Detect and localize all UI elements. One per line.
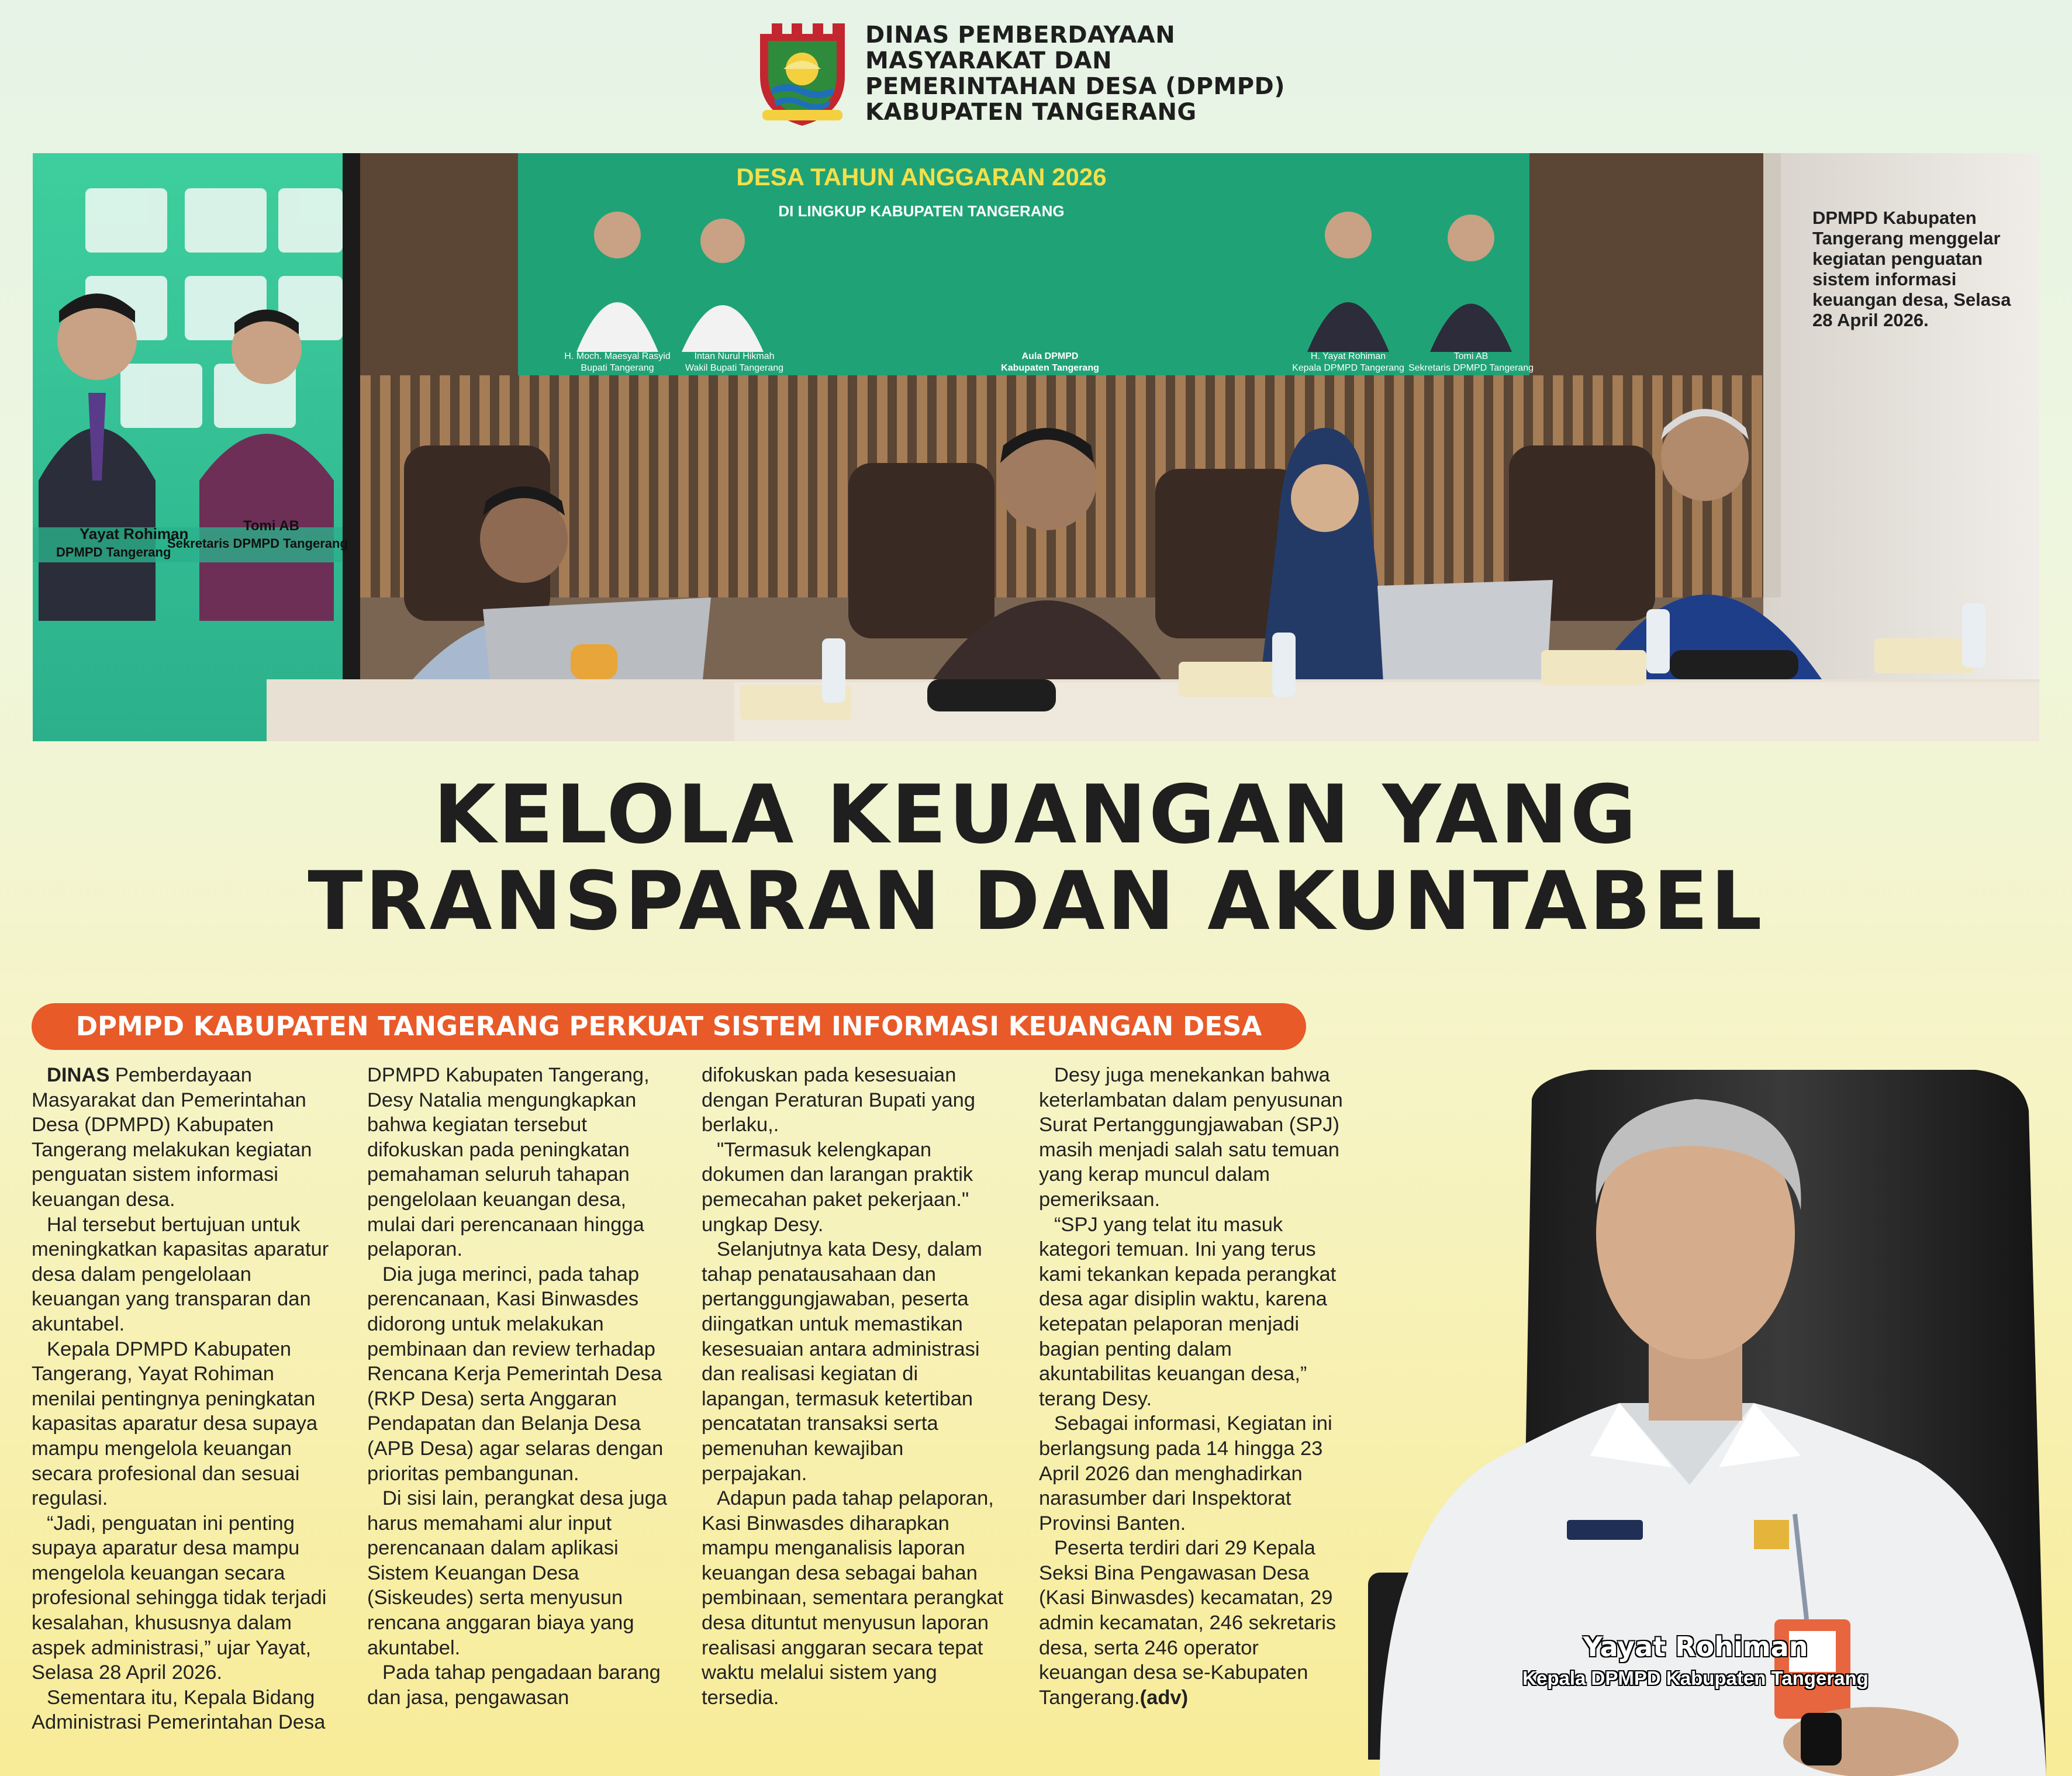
portrait-role: Kepala DPMPD Kabupaten Tangerang — [1522, 1667, 1869, 1689]
agency-line: PEMERINTAHAN DESA (DPMPD) — [865, 73, 1286, 100]
headline — [0, 768, 2072, 948]
wood-slat — [380, 375, 391, 597]
wood-slat — [698, 375, 709, 597]
paragraph: DPMPD Kabupaten Tangerang, Desy Natalia mengungkapkan bahwa kegiatan tersebut difokuskan pada peningkatan pemahaman seluruh tahapan pengelolaan keuangan desa, mulai dari perencanaan hingga pelaporan. — [367, 1064, 650, 1261]
article-column-4 — [1039, 1063, 1343, 1710]
tangerang-crest-logo — [754, 18, 851, 129]
backdrop-role-2: Sekretaris DPMPD Tangerang — [1408, 363, 1534, 373]
wood-slat — [1414, 375, 1424, 597]
portrait-name: Yayat Rohiman — [1583, 1631, 1808, 1663]
wood-slat — [1116, 375, 1126, 597]
wood-slat — [360, 375, 371, 597]
wood-slat — [1493, 375, 1504, 597]
backdrop-name-4: Intan Nurul Hikmah — [694, 351, 775, 361]
agency-line: MASYARAKAT DAN — [865, 47, 1113, 74]
paragraph: Di sisi lain, perangkat desa juga harus memahami alur input perencanaan dalam aplikasi Sistem Keuangan Desa (Siskeudes) serta menyusun rencana anggaran biaya yang akuntabel. — [367, 1487, 668, 1659]
article-column-2 — [367, 1063, 671, 1710]
paragraph-text: Peserta terdiri dari 29 Kepala Seksi Bina Pengawasan Desa (Kasi Binwasdes) kecamatan, 29 admin kecamatan, 246 sekretaris desa, serta 246 operator keuangan desa se-Kabupaten Tangerang. — [1039, 1537, 1337, 1709]
backdrop-subtitle: DI LINGKUP KABUPATEN TANGERANG — [778, 202, 1065, 220]
paragraph-text: Pemberdayaan Masyarakat dan Pemerintahan Desa (DPMPD) Kabupaten Tangerang melakukan kegiatan penguatan sistem informasi keuangan desa. — [32, 1064, 312, 1211]
lead-word: DINAS — [47, 1064, 110, 1086]
wood-slat — [797, 375, 808, 597]
headline-line-1: KELOLA KEUANGAN YANG — [433, 768, 1639, 862]
photo-caption: DPMPD Kabupaten Tangerang menggelar kegiatan penguatan sistem informasi keuangan desa, Selasa 28 April 2026. — [1812, 208, 2011, 330]
agency-line: DINAS PEMBERDAYAAN — [865, 22, 1176, 49]
wood-slat — [1473, 375, 1484, 597]
paragraph: “SPJ yang telat itu masuk kategori temuan. Ini yang terus kami tekankan kepada perangkat desa agar disiplin waktu, karena ketepatan pelaporan menjadi bagian penting dalam akuntabilitas keuangan desa,” terang Desy. — [1039, 1213, 1337, 1410]
backdrop-name-3: H. Moch. Maesyal Rasyid — [564, 351, 671, 361]
headline-line-2: TRANSPARAN DAN AKUNTABEL — [308, 854, 1764, 948]
wood-slat — [658, 375, 669, 597]
wood-slat — [758, 375, 768, 597]
wood-slat — [579, 375, 589, 597]
screen-name-1: Yayat Rohiman — [80, 525, 189, 543]
paragraph: Adapun pada tahap pelaporan, Kasi Binwasdes diharapkan mampu menganalisis laporan keuangan desa sebagai bahan pembinaan, sementara perangkat desa dituntut menyusun laporan realisasi anggaran secara tepat waktu melalui sistem yang tersedia. — [702, 1487, 1003, 1709]
paragraph: "Termasuk kelengkapan dokumen dan larangan praktik pemecahan paket pekerjaan." ungkap Desy. — [702, 1138, 973, 1236]
wood-slat — [559, 375, 569, 597]
wood-slat — [1135, 375, 1146, 597]
paragraph: Kepala DPMPD Kabupaten Tangerang, Yayat Rohiman menilai pentingnya peningkatan kapasitas aparatur desa supaya mampu mengelola keuangan secara profesional dan sesuai regulasi. — [32, 1338, 318, 1510]
backdrop-role-1: Kepala DPMPD Tangerang — [1292, 363, 1404, 373]
wood-slat — [778, 375, 788, 597]
paragraph — [1039, 1536, 1343, 1710]
backdrop-name-1: H. Yayat Rohiman — [1310, 351, 1386, 361]
wood-slat — [678, 375, 689, 597]
paragraph: difokuskan pada kesesuaian dengan Peraturan Bupati yang berlaku,. — [702, 1064, 976, 1136]
wood-slat — [738, 375, 748, 597]
paragraph: Selanjutnya kata Desy, dalam tahap penatausahaan dan pertanggungjawaban, peserta diingatkan untuk memastikan kesesuaian antara administrasi dan realisasi kegiatan di lapangan, termasuk ketertiban pencatatan transaksi serta pemenuhan kewajiban perpajakan. — [702, 1238, 982, 1485]
paragraph: Dia juga merinci, pada tahap perencanaan, Kasi Binwasdes didorong untuk melakukan pembinaan dan review terhadap Rencana Kerja Pemerintah Desa (RKP Desa) serta Anggaran Pendapatan dan Belanja Desa (APB Desa) agar selaras dengan prioritas pembangunan. — [367, 1263, 664, 1485]
backdrop-role-3: Bupati Tangerang — [581, 363, 654, 373]
backdrop-role-4: Wakil Bupati Tangerang — [685, 363, 784, 373]
screen-role-2: Sekretaris DPMPD Tangerang — [167, 536, 348, 551]
wood-slat — [638, 375, 649, 597]
backdrop-venue-2: Kabupaten Tangerang — [1001, 363, 1099, 373]
article-column-3 — [702, 1063, 1006, 1710]
wood-slat — [817, 375, 828, 597]
event-photo-illustration — [33, 153, 2039, 741]
wood-slat — [599, 375, 609, 597]
wood-slat — [1434, 375, 1444, 597]
wood-slat — [718, 375, 728, 597]
screen-name-2: Tomi AB — [243, 518, 299, 534]
backdrop-name-2: Tomi AB — [1453, 351, 1489, 361]
screen-role-1: DPMPD Tangerang — [56, 545, 171, 559]
article-column-1 — [32, 1063, 336, 1735]
paragraph — [32, 1063, 336, 1212]
backdrop-title: DESA TAHUN ANGGARAN 2026 — [736, 163, 1107, 191]
paragraph: “Jadi, penguatan ini penting supaya aparatur desa mampu mengelola keuangan secara profesional sehingga tidak terjadi kesalahan, khususnya dalam aspek administrasi,” ujar Yayat, Selasa 28 April 2026. — [32, 1512, 327, 1684]
masthead — [754, 18, 1339, 129]
wood-slat — [1096, 375, 1106, 597]
agency-name — [865, 22, 1285, 125]
wood-slat — [837, 375, 848, 597]
wood-slat — [1453, 375, 1464, 597]
adv-tag: (adv) — [1139, 1686, 1189, 1709]
event-photo — [33, 153, 2039, 741]
backdrop-venue: Aula DPMPD — [1021, 351, 1079, 361]
paragraph: Hal tersebut bertujuan untuk meningkatkan kapasitas aparatur desa dalam pengelolaan keuangan yang transparan dan akuntabel. — [32, 1213, 329, 1335]
agency-line: KABUPATEN TANGERANG — [865, 99, 1197, 126]
paragraph: Sementara itu, Kepala Bidang Administrasi Pemerintahan Desa — [32, 1686, 326, 1734]
paragraph: Sebagai informasi, Kegiatan ini berlangsung pada 14 hingga 23 April 2026 dan menghadirkan narasumber dari Inspektorat Provinsi Banten. — [1039, 1412, 1332, 1535]
wood-slat — [619, 375, 629, 597]
wood-slat — [1394, 375, 1404, 597]
wood-slat — [1752, 375, 1762, 597]
paragraph: Pada tahap pengadaan barang dan jasa, pengawasan — [367, 1661, 661, 1709]
paragraph: Desy juga menekankan bahwa keterlambatan dalam penyusunan Surat Pertanggungjawaban (SPJ) masih menjadi salah satu temuan yang kerap muncul dalam pemeriksaan. — [1039, 1064, 1343, 1211]
subheading-banner: DPMPD KABUPATEN TANGERANG PERKUAT SISTEM INFORMASI KEUANGAN DESA — [32, 1003, 1306, 1050]
